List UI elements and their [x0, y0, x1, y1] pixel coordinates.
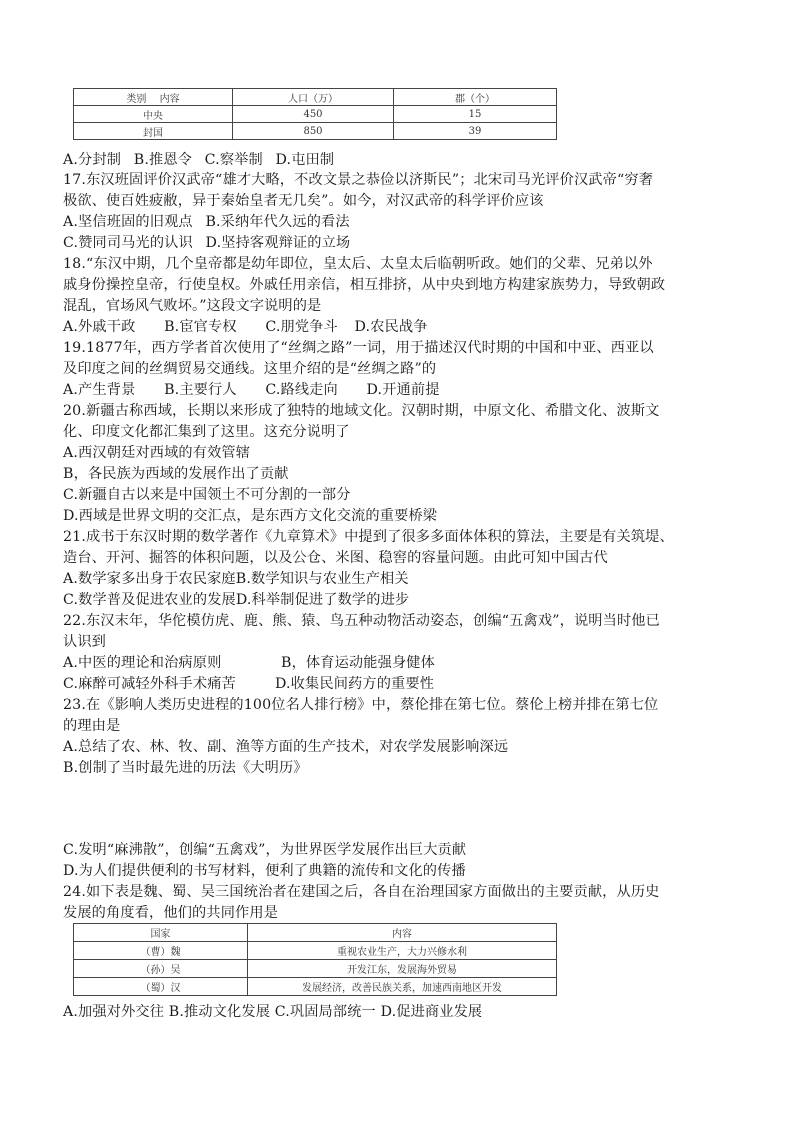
three-kingdoms-table	[73, 923, 557, 996]
table-cell: 850	[233, 123, 394, 140]
q17-stem-line: 17.东汉班固评价汉武帝“雄才大略，不改文景之恭俭以济斯民”；北宋司马光评价汉武帝“穷奢	[63, 172, 654, 188]
table-cell: 15	[394, 106, 557, 123]
table-cell: 封国	[74, 123, 233, 140]
table-row	[74, 978, 557, 996]
q17-options-row	[63, 233, 350, 253]
option-d: D.收集民间药方的重要性	[275, 676, 435, 692]
table-cell: 重视农业生产，大力兴修水利	[248, 942, 557, 960]
option-b: B.推动文化发展	[168, 1004, 271, 1020]
table-header-cell: 国家	[74, 924, 248, 942]
option-a: A.西汉朝廷对西域的有效管辖	[63, 445, 251, 461]
option-b: B.采纳年代久远的看法	[205, 214, 350, 230]
table-cell: 开发江东，发展海外贸易	[248, 960, 557, 978]
q24-stem-line: 24.如下表是魏、蜀、吴三国统治者在建国之后，各自在治理国家方面做出的主要贡献，从历史	[63, 884, 660, 900]
option-d: D.科举制促进了数学的进步	[235, 592, 410, 608]
q21-stem-line: 造台、开河、掘答的体积问题，以及公仓、米图、稳窖的容量问题。由此可知中国古代	[63, 550, 608, 566]
option-d: D.坚持客观辩证的立场	[205, 235, 351, 251]
option-a: A.坚信班固的旧观点	[63, 214, 193, 230]
table-row	[74, 106, 557, 123]
q20-stem-line: 化、印度文化都汇集到了这里。这充分说明了	[63, 424, 350, 440]
q18-options	[63, 317, 428, 337]
option-c: C.麻醉可减轻外科手术痛苦	[63, 676, 236, 692]
option-d: D.农民战争	[354, 319, 428, 335]
option-a: A.产生背景	[63, 382, 136, 398]
option-c: C.发明“麻沸散”，创编“五禽戏”，为世界医学发展作出巨大贡献	[63, 842, 467, 858]
option-b: B，各民族为西域的发展作出了贡献	[63, 466, 289, 482]
option-c: C.数学普及促进农业的发展	[63, 592, 236, 608]
option-d: D.屯田制	[275, 152, 335, 168]
q24-stem-line: 发展的角度看，他们的共同作用是	[63, 905, 279, 921]
q17-stem-line: 极欲、使百姓疲敝，异于秦始皇者无几矣”。如今，对汉武帝的科学评价应该	[63, 193, 544, 209]
option-b: B.推恩令	[133, 152, 192, 168]
q18-stem-line: 混乱，官场风气败坏。”这段文字说明的是	[63, 298, 322, 314]
option-d: D.为人们提供便利的书写材料，便利了典籍的流传和文化的传播	[63, 863, 466, 879]
option-a: A.加强对外交往	[63, 1004, 165, 1020]
q21-stem-line: 21.成书于东汉时期的数学著作《九章算术》中提到了很多多面体体积的算法，主要是有关筑堤、	[63, 529, 674, 545]
table-row	[74, 942, 557, 960]
q19-options	[63, 380, 440, 400]
table-cell: 发展经济，改善民族关系，加速西南地区开发	[248, 978, 557, 996]
table-cell: （孙）吴	[74, 960, 248, 978]
option-b: B.宦官专权	[164, 319, 237, 335]
q21-options-row	[63, 590, 409, 610]
option-a: A.分封制	[63, 152, 122, 168]
q19-stem-line: 及印度之间的丝绸贸易交通线。这里介绍的是“丝绸之路”的	[63, 361, 437, 377]
q19-stem-line: 19.1877年，西方学者首次使用了“丝绸之路”一词，用于描述汉代时期的中国和中亚、西亚以	[63, 340, 654, 356]
table-header-cell: 类别 内容	[74, 89, 233, 106]
table-header-cell: 郡（个）	[394, 89, 557, 106]
table-cell: （蜀）汉	[74, 978, 248, 996]
option-b: B，体育运动能强身健体	[281, 655, 435, 671]
option-c: C.巩固局部统一	[274, 1004, 376, 1020]
option-c: C.赞同司马光的认识	[63, 235, 193, 251]
option-d: D.促进商业发展	[380, 1004, 483, 1020]
table-cell: 中央	[74, 106, 233, 123]
q22-stem-line: 22.东汉末年，华佗模仿虎、鹿、熊、猿、鸟五种动物活动姿态，创编“五禽戏”，说明当时他已	[63, 613, 660, 629]
table-cell: 450	[233, 106, 394, 123]
table-row	[74, 960, 557, 978]
table-cell: （曹）魏	[74, 942, 248, 960]
option-d: D.西域是世界文明的交汇点，是东西方文化交流的重要桥梁	[63, 508, 438, 524]
option-a: A.总结了农、林、牧、副、渔等方面的生产技术，对农学发展影响深远	[63, 739, 509, 755]
table-header-cell: 内容	[248, 924, 557, 942]
table-header-row	[74, 924, 557, 942]
q24-options	[63, 1002, 482, 1022]
q18-stem-line: 戚身份操控皇帝，行使皇权。外戚任用亲信，相互排挤，从中央到地方构建家族势力，导致朝政	[63, 277, 666, 293]
q22-stem-line: 认识到	[63, 634, 107, 650]
q16-options	[63, 150, 334, 170]
option-a: A.外戚干政	[63, 319, 136, 335]
q23-stem-line: 的理由是	[63, 718, 121, 734]
q17-options-row	[63, 212, 350, 232]
option-b: B.创制了当时最先进的历法《大明历》	[63, 760, 308, 776]
population-table	[73, 88, 557, 140]
q22-options-row	[63, 653, 435, 673]
q20-stem-line: 20.新疆古称西域，长期以来形成了独特的地域文化。汉朝时期，中原文化、希腊文化、波斯文	[63, 403, 660, 419]
table-header-row	[74, 89, 557, 106]
option-b: B.主要行人	[164, 382, 237, 398]
q18-stem-line: 18.“东汉中期，几个皇帝都是幼年即位，皇太后、太皇太后临朝听政。她们的父辈、兄弟以外	[63, 256, 653, 272]
option-a: A.中医的理论和治病原则	[63, 655, 222, 671]
option-d: D.开通前提	[366, 382, 440, 398]
option-a: A.数学家多出身于农民家庭	[63, 571, 236, 587]
table-row	[74, 123, 557, 140]
option-b: B.数学知识与农业生产相关	[235, 571, 409, 587]
q21-options-row	[63, 569, 409, 589]
q22-options-row	[63, 674, 434, 694]
option-c: C.新疆自古以来是中国领土不可分割的一部分	[63, 487, 351, 503]
option-c: C.路线走向	[265, 382, 338, 398]
table-header-cell: 人口（万）	[233, 89, 394, 106]
option-c: C.朋党争斗	[265, 319, 338, 335]
table-cell: 39	[394, 123, 557, 140]
option-c: C.察举制	[204, 152, 263, 168]
q23-stem-line: 23.在《影响人类历史进程的100位名人排行榜》中，蔡伦排在第七位。蔡伦上榜并排在第七位	[63, 697, 659, 713]
